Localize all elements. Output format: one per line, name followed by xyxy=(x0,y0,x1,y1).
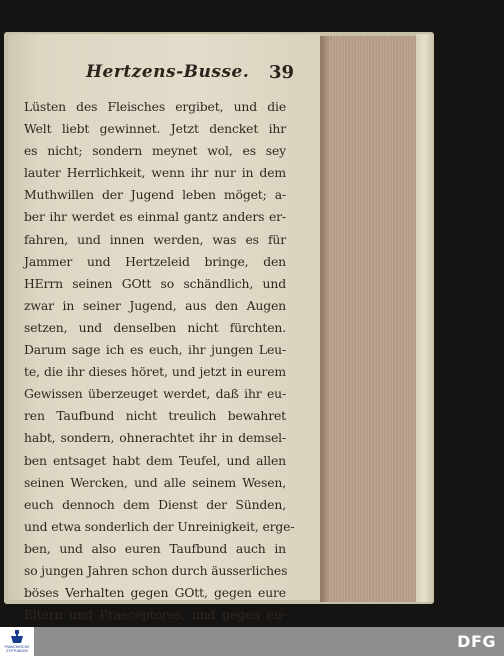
text-line: es nicht; sondern meynet wol, es sey xyxy=(24,143,286,159)
text-line: so jungen Jahren schon durch äusserliches xyxy=(24,562,288,578)
text-line: Lüsten des Fleisches ergibet, und die xyxy=(24,99,286,114)
body-text xyxy=(24,96,295,648)
text-line: te, die ihr dieses höret, und jetzt in eurem xyxy=(24,364,286,380)
text-line: Muthwillen der Jugend leben möget; a- xyxy=(24,187,286,203)
text-line: Welt liebt gewinnet. Jetzt dencket ihr xyxy=(24,121,286,137)
dfg-logo: DFG xyxy=(457,632,496,651)
page-edges xyxy=(320,36,416,602)
book xyxy=(4,30,436,623)
text-line: euch dennoch dem Dienst der Sünden, xyxy=(24,496,286,512)
text-line: lauter Herrlichkeit, wenn ihr nur in dem xyxy=(24,165,286,181)
text-line: setzen, und denselben nicht fürchten. xyxy=(24,319,286,335)
text-line: ben, und also euren Taufbund auch in xyxy=(24,540,286,556)
library-logo-text: FRANCKESCHE STIFTUNGEN xyxy=(4,645,30,653)
text-line: fahren, und innen werden, was es für xyxy=(24,231,286,247)
text-line: HErrn seinen GOtt so schändlich, und xyxy=(24,275,286,291)
text-line: Eltern und Praeceptores, und gegen eu- xyxy=(24,607,286,623)
page-number: 39 xyxy=(268,62,294,83)
library-emblem-icon xyxy=(0,627,34,647)
text-line: zwar in seiner Jugend, aus den Augen xyxy=(24,297,286,313)
text-line: böses Verhalten gegen GOtt, gegen eure xyxy=(24,585,286,601)
text-line: ber ihr werdet es einmal gantz anders er- xyxy=(24,209,286,225)
text-line: seinen Wercken, und alle seinem Wesen, xyxy=(24,474,286,490)
text-line: ben entsaget habt dem Teufel, und allen xyxy=(24,452,286,468)
running-title: Hertzens-Busse. xyxy=(86,62,250,82)
page-header xyxy=(86,62,294,88)
text-line: ren Taufbund nicht treulich bewahret xyxy=(24,408,286,424)
text-line: Gewissen überzeuget werdet, daß ihr eu- xyxy=(24,386,286,402)
text-line: habt, sondern, ohnerachtet ihr in demsel- xyxy=(24,430,286,446)
book-page xyxy=(8,34,320,623)
text-line: Jammer und Hertzeleid bringe, den xyxy=(24,253,286,269)
library-logo xyxy=(0,627,34,656)
viewer-footer xyxy=(0,627,504,656)
text-line: Darum sage ich es euch, ihr jungen Leu- xyxy=(24,342,286,358)
text-line: und etwa sonderlich der Unreinigkeit, erge- xyxy=(24,518,295,534)
cover-fore-edge xyxy=(416,34,434,602)
